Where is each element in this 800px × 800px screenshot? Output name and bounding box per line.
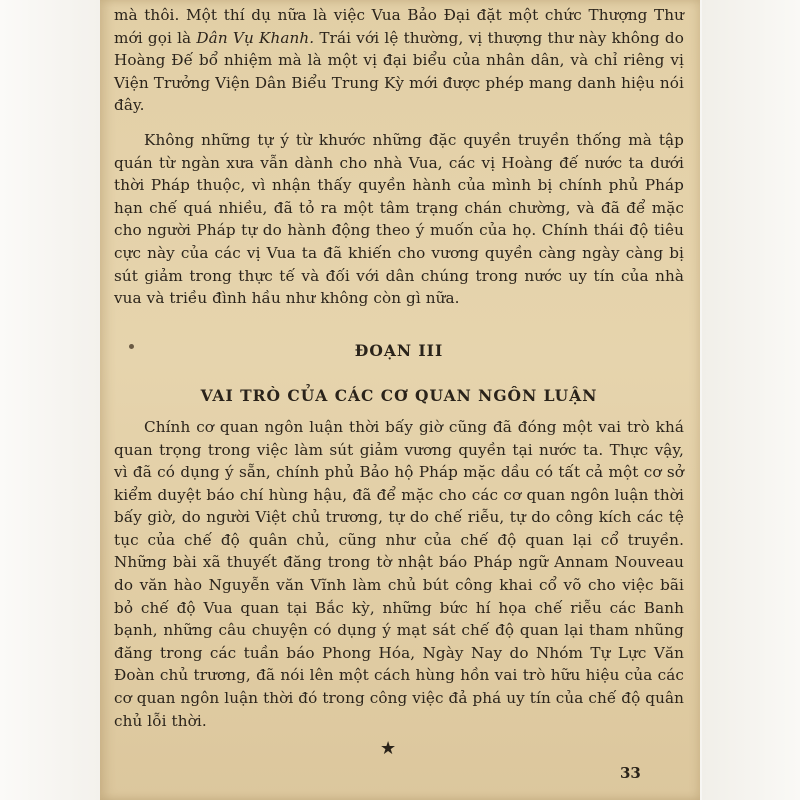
paragraph-top-italic: Dân Vụ Khanh. [196, 28, 315, 47]
section-title: VAI TRÒ CỦA CÁC CƠ QUAN NGÔN LUẬN [200, 386, 598, 406]
paragraph-top [114, 4, 684, 117]
paragraph-top-rest: Trái với lệ thường, vị thượng thư này không do Hoàng Đế bổ nhiệm mà là một vị đại biểu của nhân dân, và chỉ riêng vị Viện Trưởng Viện Dân Biểu Trung Kỳ mới được phép mang danh hiệu nói đây. [114, 28, 684, 115]
paragraph-3: Chính cơ quan ngôn luận thời bấy giờ cũng đã đóng một vai trò khá quan trọng trong việc làm sút giảm vương quyền tại nước ta. Thực vậy, vì đã có dụng ý sẵn, chính phủ Bảo hộ Pháp mặc dầu có tất cả một cơ sở kiểm duyệt báo chí hùng hậu, đã để mặc cho các cơ quan ngôn luận thời bấy giờ, do người Việt chủ trương, tự do chế riễu, tự do công kích các tệ tục của chế độ quân chủ, cũng như của chế độ quan lại cổ truyền. Những bài xã thuyết đăng trong tờ nhật báo Pháp ngữ Annam Nouveau do văn hào Nguyễn văn Vĩnh làm chủ bút công khai cổ võ cho việc bãi bỏ chế độ Vua quan tại Bắc kỳ, những bức hí họa chế riễu các Banh bạnh, những câu chuyện có dụng ý mạt sát chế độ quan lại tham nhũng đăng trong các tuần báo Phong Hóa, Ngày Nay do Nhóm Tự Lực Văn Đoàn chủ trương, đã nói lên một cách hùng hồn vai trò hữu hiệu của các cơ quan ngôn luận thời đó trong công việc đả phá uy tín của chế độ quân chủ lỗi thời. [114, 417, 684, 730]
ornament-star: ★ [380, 738, 397, 759]
spacer [114, 408, 684, 416]
page-mark-dot [129, 344, 134, 349]
spacer [114, 362, 684, 385]
background-right [702, 0, 800, 800]
book-page [100, 0, 700, 800]
paragraph-top-text: mà thôi. Một thí dụ nữa là việc Vua Bảo Đại đặt một chức Thượng Thư mới gọi là [114, 6, 684, 47]
paragraph-2: Không những tự ý từ khước những đặc quyền truyền thống mà tập quán từ ngàn xưa vẫn dành cho nhà Vua, các vị Hoàng đế nước ta dưới thời Pháp thuộc, vì nhận thấy quyền hành của mình bị chính phủ Pháp hạn chế quá nhiều, đã tỏ ra một tâm trạng chán chường, và đã để mặc cho người Pháp tự do hành động theo ý muốn của họ. Chính thái độ tiêu cực này của các vị Vua ta đã khiến cho vương quyền càng ngày càng bị sút giảm trong thực tế và đối với dân chúng trong nước uy tín của nhà vua và triều đình hầu như không còn gì nữa. [114, 130, 684, 308]
page-number: 33 [620, 764, 641, 782]
section-heading: ĐOẠN III [354, 340, 444, 360]
background-left [0, 0, 100, 800]
spacer [114, 117, 684, 129]
spacer [114, 310, 684, 340]
page-text [114, 4, 684, 732]
